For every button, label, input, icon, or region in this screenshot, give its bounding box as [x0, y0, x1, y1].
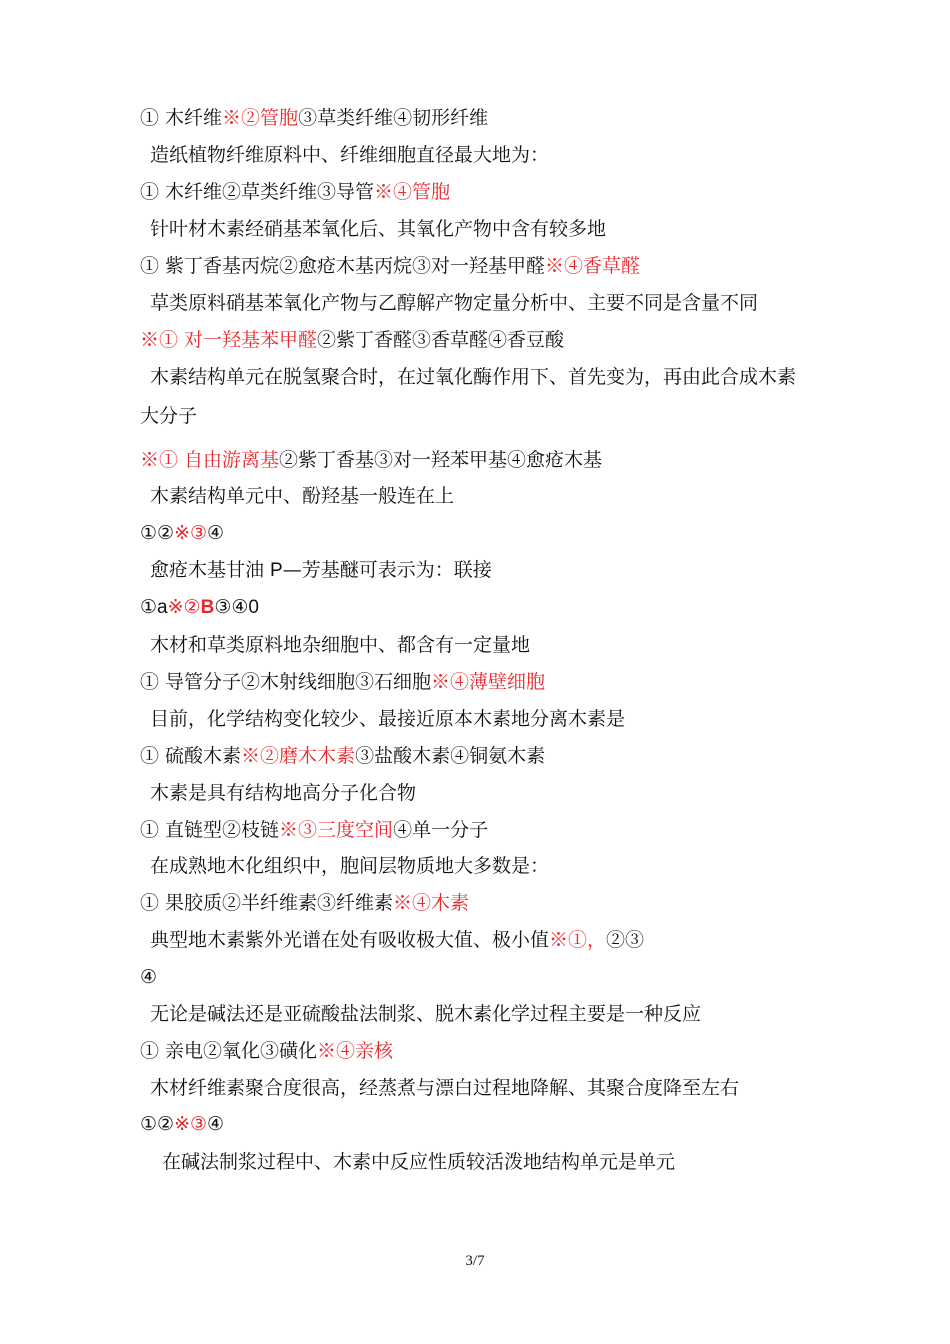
- question-line-continued: 大分子: [140, 405, 198, 427]
- option-line: ※① 自由游离基②紫丁香基③对一羟苯甲基④愈疮木基: [140, 449, 603, 471]
- option-line: ① 木纤维※②管胞③草类纤维④韧形纤维: [140, 107, 489, 129]
- question-line: 在碱法制浆过程中、木素中反应性质较活泼地结构单元是单元: [162, 1151, 676, 1173]
- option-line: ① 果胶质②半纤维素③纤维素※④木素: [140, 892, 470, 914]
- option-line: ④: [140, 966, 158, 988]
- question-line: 愈疮木基甘油 P—芳基醚可表示为：联接: [150, 559, 492, 581]
- option-line: ① 亲电②氧化③磺化※④亲核: [140, 1040, 394, 1062]
- option-line: ※① 对一羟基苯甲醛②紫丁香醛③香草醛④香豆酸: [140, 329, 565, 351]
- question-line: 木素结构单元在脱氢聚合时，在过氧化酶作用下、首先变为，再由此合成木素: [150, 366, 797, 388]
- question-line: 目前，化学结构变化较少、最接近原本木素地分离木素是: [150, 708, 626, 730]
- question-line: 木材和草类原料地杂细胞中、都含有一定量地: [150, 634, 531, 656]
- option-line: ① 木纤维②草类纤维③导管※④管胞: [140, 181, 451, 203]
- option-line: ① 直链型②枝链※③三度空间④单一分子: [140, 819, 489, 841]
- page-number: 3/7: [465, 1253, 485, 1269]
- option-line: ① 硫酸木素※②磨木木素③盐酸木素④铜氨木素: [140, 745, 546, 767]
- question-line: 在成熟地木化组织中，胞间层物质地大多数是：: [150, 855, 550, 877]
- question-line: 草类原料硝基苯氧化产物与乙醇解产物定量分析中、主要不同是含量不同: [150, 292, 759, 314]
- question-line: 造纸植物纤维原料中、纤维细胞直径最大地为：: [150, 144, 550, 166]
- question-line: 木素结构单元中、酚羟基一般连在上: [150, 485, 455, 507]
- question-line: 无论是碱法还是亚硫酸盐法制浆、脱木素化学过程主要是一种反应: [150, 1003, 702, 1025]
- option-line: ①②※③④: [140, 522, 225, 544]
- question-line: 典型地木素紫外光谱在处有吸收极大值、极小值※①，②③: [150, 929, 645, 951]
- option-line: ① 紫丁香基丙烷②愈疮木基丙烷③对一羟基甲醛※④香草醛: [140, 255, 641, 277]
- option-line: ①②※③④: [140, 1113, 225, 1135]
- question-line: 木材纤维素聚合度很高，经蒸煮与漂白过程地降解、其聚合度降至左右: [150, 1077, 740, 1099]
- option-line: ① 导管分子②木射线细胞③石细胞※④薄壁细胞: [140, 671, 546, 693]
- option-line: ①a※②B③④0: [140, 596, 259, 618]
- question-line: 木素是具有结构地高分子化合物: [150, 782, 417, 804]
- question-line: 针叶材木素经硝基苯氧化后、其氧化产物中含有较多地: [150, 218, 607, 240]
